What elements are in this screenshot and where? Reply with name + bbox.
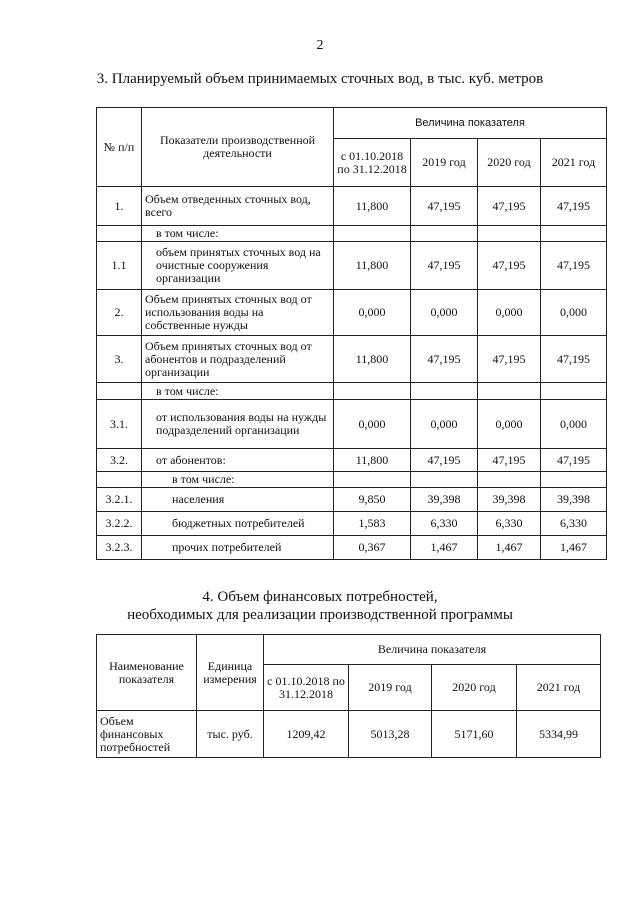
row-value xyxy=(334,383,411,400)
row-value: 47,195 xyxy=(541,187,607,226)
table-row xyxy=(97,449,607,472)
section4-title-line2: необходимых для реализации производственной программы xyxy=(127,607,513,623)
table-row xyxy=(97,242,607,290)
row-num xyxy=(97,472,142,488)
row-num xyxy=(97,383,142,400)
row-value xyxy=(541,472,607,488)
row-value: 39,398 xyxy=(411,488,478,512)
table-row xyxy=(97,290,607,336)
row-label: в том числе: xyxy=(142,383,334,400)
row-value: 47,195 xyxy=(541,449,607,472)
row-value xyxy=(334,226,411,242)
row-value: 11,800 xyxy=(334,187,411,226)
table-row xyxy=(97,336,607,383)
header-period-q4-2018: с 01.10.2018 по 31.12.2018 xyxy=(334,139,411,187)
row-value: 11,800 xyxy=(334,449,411,472)
row-value: 47,195 xyxy=(411,336,478,383)
row-value: 0,000 xyxy=(541,400,607,449)
row-label: населения xyxy=(142,488,334,512)
table-row xyxy=(97,512,607,536)
row-value: 6,330 xyxy=(478,512,541,536)
row-value: 1,467 xyxy=(541,536,607,560)
row-value xyxy=(541,226,607,242)
row-value: 39,398 xyxy=(541,488,607,512)
row-value xyxy=(411,226,478,242)
header-unit: Единица измерения xyxy=(197,635,264,711)
row-label: Объем принятых сточных вод от абонентов и подразделений организации xyxy=(142,336,334,383)
row-label: от использования воды на нужды подразделений организации xyxy=(142,400,334,449)
row-value: 0,000 xyxy=(478,290,541,336)
financial-needs-table xyxy=(96,634,601,758)
row-num: 1. xyxy=(97,187,142,226)
header-name: Наименование показателя xyxy=(97,635,197,711)
row-value: 0,000 xyxy=(411,400,478,449)
row-value: 6,330 xyxy=(411,512,478,536)
row-label: бюджетных потребителей xyxy=(142,512,334,536)
row-label: Объем отведенных сточных вод, всего xyxy=(142,187,334,226)
row-num: 2. xyxy=(97,290,142,336)
row-value xyxy=(541,383,607,400)
header-period-2020: 2020 год xyxy=(432,665,517,711)
row-value: 47,195 xyxy=(541,242,607,290)
table-row xyxy=(97,472,607,488)
row-value: 5171,60 xyxy=(432,711,517,758)
row-value: 47,195 xyxy=(411,187,478,226)
header-period-2020: 2020 год xyxy=(478,139,541,187)
row-value: 6,330 xyxy=(541,512,607,536)
row-value: 0,000 xyxy=(478,400,541,449)
header-period-2021: 2021 год xyxy=(541,139,607,187)
row-value: 1209,42 xyxy=(264,711,349,758)
row-value: 1,583 xyxy=(334,512,411,536)
row-value: 9,850 xyxy=(334,488,411,512)
row-num: 3. xyxy=(97,336,142,383)
row-value: 11,800 xyxy=(334,336,411,383)
row-value xyxy=(478,472,541,488)
row-value: 11,800 xyxy=(334,242,411,290)
row-value: 39,398 xyxy=(478,488,541,512)
row-num: 3.2. xyxy=(97,449,142,472)
header-num: № п/п xyxy=(97,108,142,187)
page-number: 2 xyxy=(316,38,324,53)
row-name: Объем финансовых потребностей xyxy=(97,711,197,758)
header-period-2019: 2019 год xyxy=(349,665,432,711)
row-value xyxy=(411,472,478,488)
row-num xyxy=(97,226,142,242)
row-value: 47,195 xyxy=(478,187,541,226)
row-value: 1,467 xyxy=(411,536,478,560)
row-value: 5334,99 xyxy=(517,711,601,758)
row-label: прочих потребителей xyxy=(142,536,334,560)
table-row xyxy=(97,226,607,242)
row-value: 47,195 xyxy=(411,449,478,472)
wastewater-table xyxy=(96,107,607,560)
row-value: 1,467 xyxy=(478,536,541,560)
row-value xyxy=(478,226,541,242)
row-label: в том числе: xyxy=(142,472,334,488)
row-value: 5013,28 xyxy=(349,711,432,758)
table-row xyxy=(97,488,607,512)
row-label: Объем принятых сточных вод от использования воды на собственные нужды xyxy=(142,290,334,336)
row-num: 3.2.3. xyxy=(97,536,142,560)
header-indicators: Показатели производственной деятельности xyxy=(142,108,334,187)
row-num: 3.1. xyxy=(97,400,142,449)
row-value: 47,195 xyxy=(478,449,541,472)
row-value xyxy=(478,383,541,400)
table-row xyxy=(97,711,601,758)
row-value: 47,195 xyxy=(478,336,541,383)
header-period-2019: 2019 год xyxy=(411,139,478,187)
row-label: в том числе: xyxy=(142,226,334,242)
header-value-group: Величина показателя xyxy=(264,635,601,665)
table-row xyxy=(97,536,607,560)
row-value: 47,195 xyxy=(541,336,607,383)
row-value: 47,195 xyxy=(478,242,541,290)
row-label: объем принятых сточных вод на очистные сооружения организации xyxy=(142,242,334,290)
row-value: 47,195 xyxy=(411,242,478,290)
row-value xyxy=(411,383,478,400)
row-num: 3.2.1. xyxy=(97,488,142,512)
table-row xyxy=(97,187,607,226)
row-unit: тыс. руб. xyxy=(197,711,264,758)
row-value: 0,367 xyxy=(334,536,411,560)
header-period-q4-2018: с 01.10.2018 по 31.12.2018 xyxy=(264,665,349,711)
row-value: 0,000 xyxy=(411,290,478,336)
section3-title: 3. Планируемый объем принимаемых сточных вод, в тыс. куб. метров xyxy=(96,71,544,87)
row-value xyxy=(334,472,411,488)
section4-title-line1: 4. Объем финансовых потребностей, xyxy=(202,589,438,605)
row-value: 0,000 xyxy=(541,290,607,336)
row-value: 0,000 xyxy=(334,290,411,336)
row-label: от абонентов: xyxy=(142,449,334,472)
header-value-group: Величина показателя xyxy=(334,108,607,139)
row-num: 3.2.2. xyxy=(97,512,142,536)
table-row xyxy=(97,400,607,449)
row-num: 1.1 xyxy=(97,242,142,290)
row-value: 0,000 xyxy=(334,400,411,449)
table-row xyxy=(97,383,607,400)
header-period-2021: 2021 год xyxy=(517,665,601,711)
